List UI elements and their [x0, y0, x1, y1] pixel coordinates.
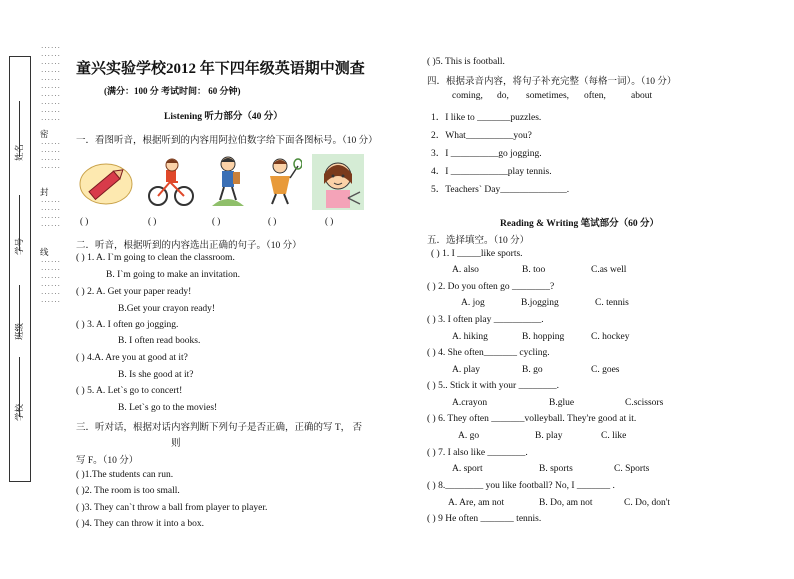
word-bank-coming: coming, — [452, 91, 483, 101]
cycling-girl-picture — [148, 156, 194, 208]
s5-q9[interactable]: ( ) 9 He often _______ tennis. — [427, 514, 542, 524]
section3-instruction-ze: 则 — [171, 439, 181, 449]
s5-q6-option-a[interactable]: A. go — [458, 431, 480, 441]
exam-title: 童兴实验学校2012 年下四年级英语期中测查 — [76, 61, 365, 77]
s5-q7[interactable]: ( ) 7. I also like ________. — [427, 448, 528, 458]
s5-q6-option-b[interactable]: B. play — [535, 431, 563, 441]
s5-q3-option-a[interactable]: A. hiking — [452, 332, 488, 342]
picture3-answer-bracket[interactable]: ( ) — [212, 216, 221, 226]
s5-q5[interactable]: ( ) 5.. Stick it with your ________. — [427, 381, 559, 391]
badminton-girl-picture — [260, 156, 302, 206]
name-field-line — [19, 101, 20, 157]
picture5-answer-bracket[interactable]: ( ) — [325, 216, 334, 226]
seal-dots-top: ······ ······ ······ ······ ······ ······ ······ ······ ······ ······ — [41, 44, 61, 124]
binding-strip — [9, 56, 31, 482]
s5-q7-option-b[interactable]: B. sports — [539, 464, 573, 474]
number-field-line — [19, 195, 20, 251]
s2-q2-option-a[interactable]: ( ) 2. A. Get your paper ready! — [76, 287, 192, 297]
s5-q3-option-b[interactable]: B. hopping — [522, 332, 565, 342]
picture4-answer-bracket[interactable]: ( ) — [268, 216, 277, 226]
seal-char-xian: 线 — [40, 247, 49, 257]
s5-q4-option-a[interactable]: A. play — [452, 365, 480, 375]
s2-q1-option-a[interactable]: ( ) 1. A. I`m going to clean the classroom. — [76, 253, 235, 263]
s2-q3-option-a[interactable]: ( ) 3. A. I often go jogging. — [76, 320, 179, 330]
s5-q6-option-c[interactable]: C. like — [601, 431, 627, 441]
word-bank-often: often, — [584, 91, 606, 101]
s5-q2-option-c[interactable]: C. tennis — [595, 298, 629, 308]
seal-dots-mid2: ······ ······ ······ ······ — [41, 198, 61, 230]
s3-statement-2[interactable]: ( )2. The room is too small. — [76, 486, 180, 496]
s5-q8[interactable]: ( ) 8.________ you like football? No, I _______ . — [427, 481, 615, 491]
picture1-answer-bracket[interactable]: ( ) — [80, 216, 89, 226]
word-bank-about: about — [631, 91, 653, 101]
s5-q1[interactable]: ( ) 1. I _____like sports. — [431, 249, 523, 259]
s5-q1-option-a[interactable]: A. also — [452, 265, 479, 275]
s4-sentence-2[interactable]: 2．What__________you? — [431, 131, 532, 141]
s3-statement-5[interactable]: ( )5. This is football. — [427, 57, 505, 67]
s2-q4-option-b[interactable]: B. Is she good at it? — [118, 370, 194, 380]
crayon-picture — [78, 158, 134, 206]
s5-q3-option-c[interactable]: C. hockey — [591, 332, 630, 342]
picture2-answer-bracket[interactable]: ( ) — [148, 216, 157, 226]
class-field-line — [19, 285, 20, 337]
s5-q4-option-c[interactable]: C. goes — [591, 365, 620, 375]
s5-q7-option-c[interactable]: C. Sports — [614, 464, 650, 474]
s5-q4-option-b[interactable]: B. go — [522, 365, 543, 375]
school-field-line — [19, 357, 20, 417]
hiking-child-picture — [210, 154, 246, 208]
seal-dots-bottom: ······ ······ ······ ······ ······ ······ — [41, 258, 61, 306]
section1-instruction: 一．看图听音，根据听到的内容用阿拉伯数字给下面各图标号。（10 分） — [76, 136, 378, 146]
s5-q1-option-c[interactable]: C.as well — [591, 265, 627, 275]
word-bank-do: do, — [497, 91, 509, 101]
s5-q7-option-a[interactable]: A. sport — [452, 464, 483, 474]
s2-q2-option-b[interactable]: B.Get your crayon ready! — [118, 304, 216, 314]
s3-statement-1[interactable]: ( )1.The students can run. — [76, 470, 174, 480]
s4-sentence-4[interactable]: 4．I ____________play tennis. — [431, 167, 552, 177]
section3-instruction-line1: 三．听对话，根据对话内容判断下列句子是否正确，正确的写 T， 否 — [76, 423, 363, 433]
class-field-label: 班级 — [14, 322, 24, 340]
s5-q2-option-b[interactable]: B.jogging — [521, 298, 559, 308]
s2-q5-option-b[interactable]: B. Let`s go to the movies! — [118, 403, 218, 413]
s5-q3[interactable]: ( ) 3. I often play __________. — [427, 315, 544, 325]
school-field-label: 学校 — [14, 403, 24, 421]
girl-with-scissors-picture — [312, 154, 364, 210]
word-bank-sometimes: sometimes, — [526, 91, 570, 101]
s5-q2-option-a[interactable]: A. jog — [461, 298, 485, 308]
s5-q1-option-b[interactable]: B. too — [522, 265, 546, 275]
reading-writing-section-title: Reading & Writing 笔试部分（60 分） — [500, 219, 660, 229]
s5-q8-option-a[interactable]: A. Are, am not — [448, 498, 505, 508]
name-field-label: 姓名 — [14, 143, 24, 161]
section2-instruction: 二．听音，根据听到的内容选出正确的句子。（10 分） — [76, 241, 302, 251]
s2-q3-option-b[interactable]: B. I often read books. — [118, 336, 201, 346]
s4-sentence-1[interactable]: 1．I like to _______puzzles. — [431, 113, 542, 123]
number-field-label: 学号 — [14, 237, 24, 255]
s5-q8-option-b[interactable]: B. Do, am not — [539, 498, 593, 508]
s2-q4-option-a[interactable]: ( ) 4.A. Are you at good at it? — [76, 353, 188, 363]
seal-dots-mid1: ······ ······ ······ ······ — [41, 140, 61, 172]
s2-q1-option-b[interactable]: B. I`m going to make an invitation. — [106, 270, 241, 280]
s2-q5-option-a[interactable]: ( ) 5. A. Let`s go to concert! — [76, 386, 183, 396]
s5-q2[interactable]: ( ) 2. Do you often go ________? — [427, 282, 555, 292]
section4-instruction: 四．根据录音内容，将句子补充完整（每格一词）。（10 分） — [427, 77, 677, 87]
score-info: (满分：100 分 考试时间： 60 分钟) — [104, 86, 241, 96]
seal-char-feng: 封 — [40, 187, 49, 197]
s4-sentence-3[interactable]: 3．I __________go jogging. — [431, 149, 542, 159]
s5-q5-option-a[interactable]: A.crayon — [452, 398, 488, 408]
s5-q5-option-b[interactable]: B.glue — [549, 398, 575, 408]
s4-sentence-5[interactable]: 5．Teachers` Day______________. — [431, 185, 570, 195]
s5-q6[interactable]: ( ) 6. They often _______volleyball. They're good at it. — [427, 414, 637, 424]
section3-instruction-line2: 写 F。（10 分） — [76, 456, 139, 466]
s5-q5-option-c[interactable]: C.scissors — [625, 398, 664, 408]
s5-q8-option-c[interactable]: C. Do, don't — [624, 498, 671, 508]
s3-statement-3[interactable]: ( )3. They can`t throw a ball from player to player. — [76, 503, 268, 513]
s5-q4[interactable]: ( ) 4. She often_______ cycling. — [427, 348, 550, 358]
seal-char-mi: 密 — [40, 129, 49, 139]
listening-section-title: Listening 听力部分（40 分） — [164, 112, 283, 122]
section5-instruction: 五．选择填空。（10 分） — [427, 236, 530, 246]
s3-statement-4[interactable]: ( )4. They can throw it into a box. — [76, 519, 205, 529]
